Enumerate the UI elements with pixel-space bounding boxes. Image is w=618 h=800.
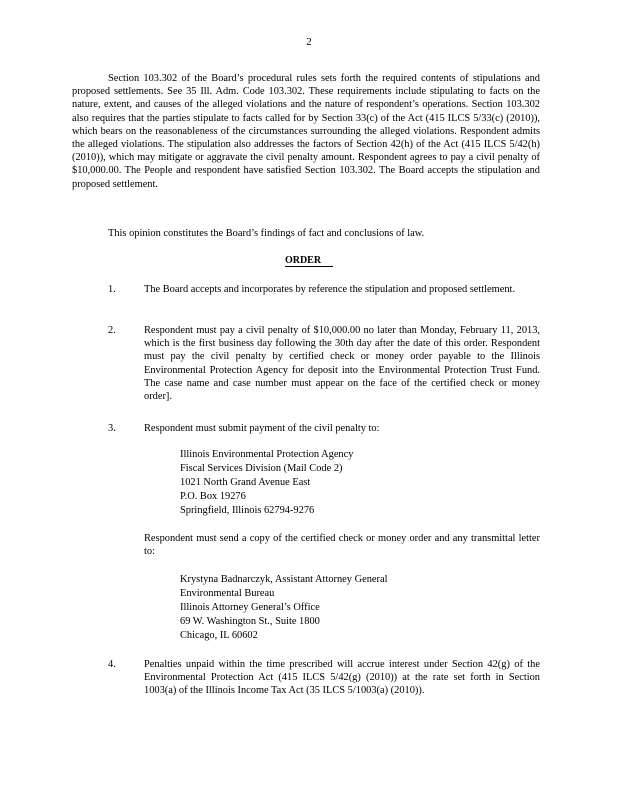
order-heading-text: ORDER [285, 255, 333, 267]
address-line: Environmental Bureau [180, 588, 275, 599]
address-line: Illinois Attorney General’s Office [180, 602, 320, 613]
item-number: 3. [108, 423, 116, 434]
address-line: P.O. Box 19276 [180, 491, 246, 502]
item-text: The Board accepts and incorporates by reference the stipulation and proposed settlement. [144, 284, 516, 295]
address-line: 69 W. Washington St., Suite 1800 [180, 616, 320, 627]
order-heading [0, 254, 618, 267]
item-number: 4. [108, 659, 116, 670]
item-text: Respondent must pay a civil penalty of $10,000.00 no later than Monday, February 11, 2013, which is the first business day following the 30th day after the date of this order. Respondent must pay the civil penalty by certified check or money order payable to the Illinois Environmental Protection Agency for deposit into the Environmental Protection Trust Fund. The case name and case number must appear on the face of the certified check or money order]. [144, 325, 540, 403]
address-line: Springfield, Illinois 62794-9276 [180, 505, 315, 516]
address-line: 1021 North Grand Avenue East [180, 477, 311, 488]
address-line: Chicago, IL 60602 [180, 630, 258, 641]
page-number: 2 [306, 36, 312, 48]
item-number: 1. [108, 284, 116, 295]
address-line: Fiscal Services Division (Mail Code 2) [180, 463, 343, 474]
item-text: Respondent must submit payment of the civil penalty to: [144, 423, 380, 434]
settlement-paragraph: Section 103.302 of the Board’s procedural rules sets forth the required contents of stipulations and proposed settlements. See 35 Ill. Adm. Code 103.302. These requirements include stipulating to facts on the nature, extent, and causes of the alleged violations and the nature of respondent’s operations. Section 103.302 also requires that the parties stipulate to facts called for by Section 33(c) of the Act (415 ILCS 5/33(c) (2010)), which bears on the reasonableness of the circumstances surrounding the alleged violations. Respondent admits the alleged violations. The stipulation also addresses the factors of Section 42(h) of the Act (415 ILCS 5/42(h) (2010)), which may mitigate or aggravate the civil penalty amount. Respondent agrees to pay a civil penalty of $10,000.00. The People and respondent have satisfied Section 103.302. The Board accepts the stipulation and proposed settlement. [72, 73, 540, 190]
item-text: Penalties unpaid within the time prescribed will accrue interest under Section 42(g) of the Environmental Protection Act (415 ILCS 5/42(g) (2010)) at the rate set forth in Section 1003(a) of the Illinois Income Tax Act (35 ILCS 5/1003(a) (2010)). [144, 659, 540, 697]
item-number: 2. [108, 325, 116, 336]
address-line: Krystyna Badnarczyk, Assistant Attorney General [180, 574, 388, 585]
address-line: Illinois Environmental Protection Agency [180, 449, 354, 460]
opinion-paragraph: This opinion constitutes the Board’s findings of fact and conclusions of law. [108, 228, 425, 239]
copy-instruction: Respondent must send a copy of the certified check or money order and any transmittal letter to: [144, 533, 540, 558]
agency-address [180, 448, 353, 518]
attorney-address [180, 573, 387, 643]
